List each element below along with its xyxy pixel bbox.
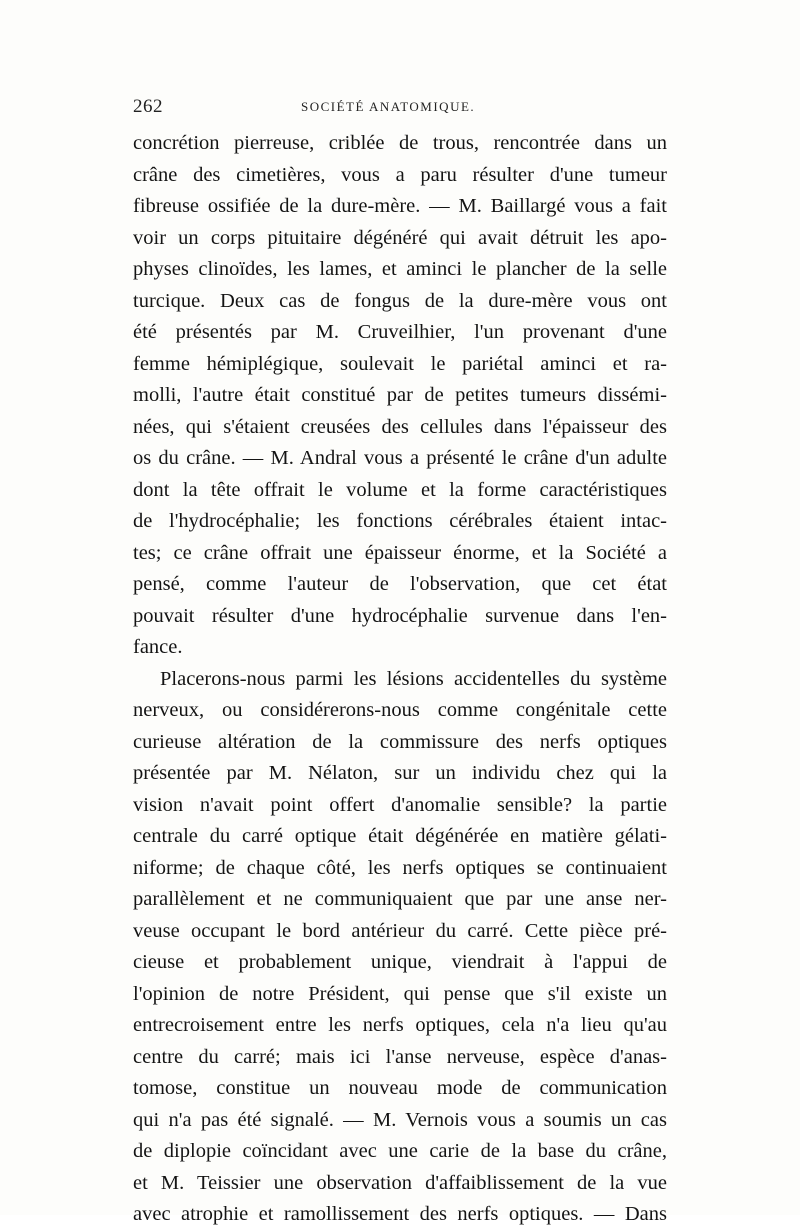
text-line: curieuse altération de la commissure des nerfs optiques — [133, 730, 667, 753]
text-line: nées, qui s'étaient creusées des cellules dans l'épaisseur des — [133, 415, 667, 438]
body-text — [133, 128, 667, 1231]
running-head — [133, 96, 667, 118]
text-line: concrétion pierreuse, criblée de trous, rencontrée dans un — [133, 132, 667, 154]
text-line: de diplopie coïncidant avec une carie de la base du crâne, — [133, 1140, 667, 1162]
text-line: centrale du carré optique était dégénérée en matière gélati- — [133, 825, 667, 847]
text-line: avec atrophie et ramollissement des nerfs optiques. — Dans — [133, 1203, 667, 1225]
text-line: femme hémiplégique, soulevait le pariétal aminci et ra- — [133, 352, 667, 375]
text-line: physes clinoïdes, les lames, et aminci le plancher de la selle — [133, 258, 667, 280]
text-line: fibreuse ossifiée de la dure-mère. — M. Baillargé vous a fait — [133, 195, 667, 217]
text-line: crâne des cimetières, vous a paru résulter d'une tumeur — [133, 163, 667, 186]
paragraph-start-line: Placerons-nous parmi les lésions accidentelles du système — [160, 667, 667, 690]
text-line: vision n'avait point offert d'anomalie sensible? la partie — [133, 793, 667, 816]
text-line: voir un corps pituitaire dégénéré qui avait détruit les apo- — [133, 226, 667, 249]
text-line: molli, l'autre était constitué par de petites tumeurs dissémi- — [133, 384, 667, 406]
text-line: cieuse et probablement unique, viendrait à l'appui de — [133, 951, 667, 973]
text-line: tes; ce crâne offrait une épaisseur énorme, et la Société a — [133, 541, 667, 564]
text-line: turcique. Deux cas de fongus de la dure-mère vous ont — [133, 289, 667, 312]
text-line: présentée par M. Nélaton, sur un individu chez qui la — [133, 762, 667, 784]
text-line: niforme; de chaque côté, les nerfs optiques se continuaient — [133, 856, 667, 879]
text-line: veuse occupant le bord antérieur du carré. Cette pièce pré- — [133, 919, 667, 942]
text-line: de l'hydrocéphalie; les fonctions cérébrales étaient intac- — [133, 510, 667, 532]
text-line: pouvait résulter d'une hydrocéphalie survenue dans l'en- — [133, 604, 667, 627]
text-line: entrecroisement entre les nerfs optiques, cela n'a lieu qu'au — [133, 1014, 667, 1036]
text-line: été présentés par M. Cruveilhier, l'un provenant d'une — [133, 321, 667, 343]
text-line: nerveux, ou considérerons-nous comme congénitale cette — [133, 699, 667, 721]
text-line: centre du carré; mais ici l'anse nerveuse, espèce d'anas- — [133, 1045, 667, 1068]
text-line: fance. — [133, 636, 183, 658]
running-title: SOCIÉTÉ ANATOMIQUE. — [301, 99, 476, 114]
text-line: qui n'a pas été signalé. — M. Vernois vous a soumis un cas — [133, 1108, 667, 1131]
text-line: dont la tête offrait le volume et la forme caractéristiques — [133, 478, 667, 501]
text-line: os du crâne. — M. Andral vous a présenté le crâne d'un adulte — [133, 447, 667, 469]
text-line: parallèlement et ne communiquaient que par une anse ner- — [133, 888, 667, 910]
text-line: pensé, comme l'auteur de l'observation, que cet état — [133, 573, 667, 595]
text-line: et M. Teissier une observation d'affaiblissement de la vue — [133, 1171, 667, 1194]
page-number: 262 — [133, 96, 163, 117]
text-line: l'opinion de notre Président, qui pense que s'il existe un — [133, 982, 667, 1005]
text-line: tomose, constitue un nouveau mode de communication — [133, 1077, 667, 1099]
